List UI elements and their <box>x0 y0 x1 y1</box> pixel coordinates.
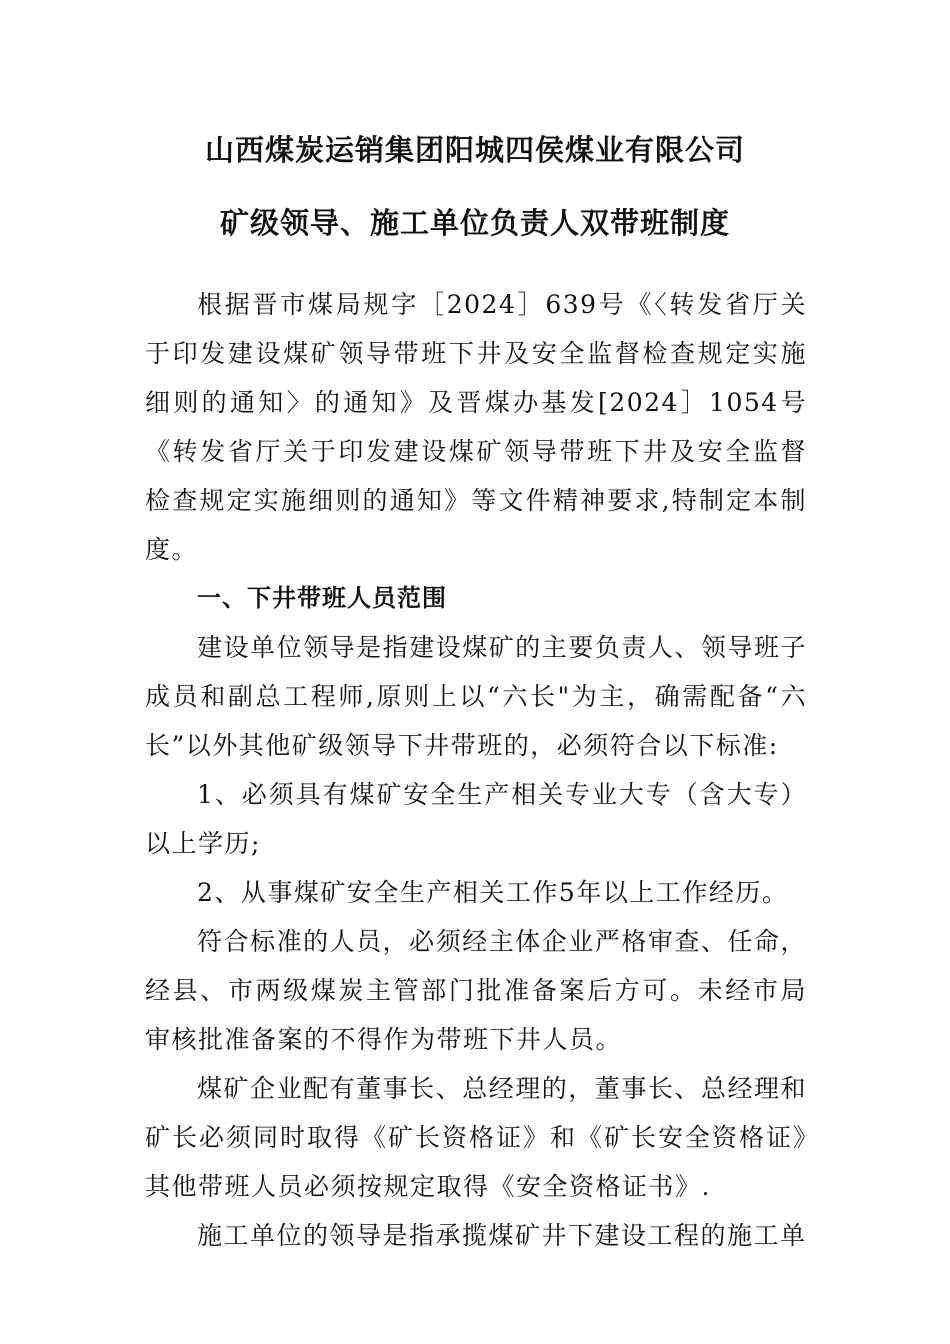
document-title: 山西煤炭运销集团阳城四侯煤业有限公司 <box>204 133 745 167</box>
paragraph-standard-2: 2、从事煤矿安全生产相关工作5年以上工作经历。 <box>197 878 789 907</box>
document-subtitle: 矿级领导、施工单位负责人双带班制度 <box>219 206 730 240</box>
paragraph-standard-1: 1、必须具有煤矿安全生产相关专业大专（含大专）以上学历; <box>145 780 807 858</box>
section-heading-1: 一、下井带班人员范围 <box>197 584 447 612</box>
paragraph-certificates: 煤矿企业配有董事长、总经理的，董事长、总经理和矿长必须同时取得《矿长资格证》和《矿长安全资格证》其他带班人员必须按规定取得《安全资格证书》. <box>145 1074 807 1201</box>
paragraph-leader-definition: 建设单位领导是指建设煤矿的主要负责人、领导班子成员和副总工程师,原则上以“六长"为主，确需配备“六长”以外其他矿级领导下井带班的，必须符合以下标准: <box>145 633 807 760</box>
document-body <box>145 280 807 1260</box>
paragraph-approval: 符合标准的人员，必须经主体企业严格审查、任命，经县、市两级煤炭主管部门批准备案后方可。未经市局审核批准备案的不得作为带班下井人员。 <box>145 927 807 1054</box>
paragraph-construction-unit: 施工单位的领导是指承揽煤矿井下建设工程的施工单 <box>197 1221 807 1250</box>
paragraph-basis: 根据晋市煤局规字［2024］639号《〈转发省厅关于印发建设煤矿领导带班下井及安全监督检查规定实施细则的通知〉的通知》及晋煤办基发[2024］1054号《转发省厅关于印发建设煤矿领导带班下井及安全监督检查规定实施细则的通知》等文件精神要求,特制定本制度。 <box>145 290 807 564</box>
